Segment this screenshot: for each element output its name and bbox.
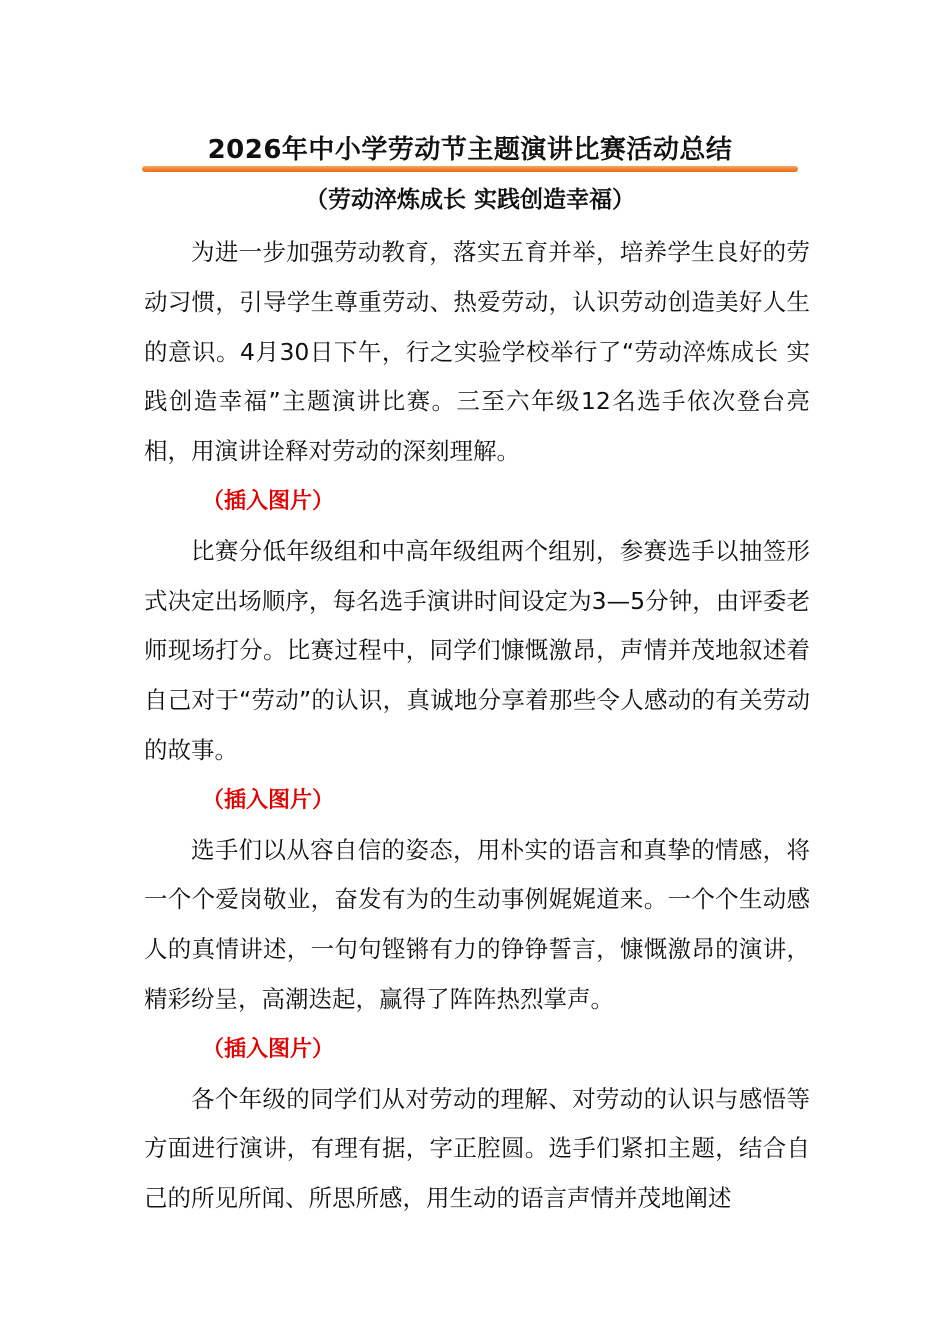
title-block [140, 128, 800, 178]
insert-image-placeholder-1: （插入图片） [202, 488, 335, 514]
document-body [144, 228, 810, 1224]
insert-image-placeholder-3: （插入图片） [202, 1036, 335, 1062]
insert-image-placeholder-2: （插入图片） [202, 787, 335, 813]
body-paragraph-1: 为进一步加强劳动教育，落实五育并举，培养学生良好的劳动习惯，引导学生尊重劳动、热爱劳动，认识劳动创造美好人生的意识。4月30日下午，行之实验学校举行了“劳动淬炼成长 实践创造幸福”主题演讲比赛。三至六年级12名选手依次登台亮相，用演讲诠释对劳动的深刻理解。 [144, 238, 810, 466]
document-title: 2026年中小学劳动节主题演讲比赛活动总结 [207, 135, 733, 165]
document-subtitle: （劳动淬炼成长 实践创造幸福） [304, 187, 635, 213]
body-paragraph-2: 比赛分低年级组和中高年级组两个组别，参赛选手以抽签形式决定出场顺序，每名选手演讲时间设定为3—5分钟，由评委老师现场打分。比赛过程中，同学们慷慨激昂，声情并茂地叙述着自己对于“劳动”的认识，真诚地分享着那些令人感动的有关劳动的故事。 [144, 536, 810, 764]
body-paragraph-4: 各个年级的同学们从对劳动的理解、对劳动的认识与感悟等方面进行演讲，有理有据，字正腔圆。选手们紧扣主题，结合自己的所见所闻、所思所感，用生动的语言声情并茂地阐述 [144, 1084, 810, 1213]
body-paragraph-3: 选手们以从容自信的姿态，用朴实的语言和真挚的情感，将一个个爱岗敬业，奋发有为的生动事例娓娓道来。一个个生动感人的真情讲述，一句句铿锵有力的铮铮誓言，慷慨激昂的演讲，精彩纷呈，高潮迭起，赢得了阵阵热烈掌声。 [144, 835, 810, 1013]
